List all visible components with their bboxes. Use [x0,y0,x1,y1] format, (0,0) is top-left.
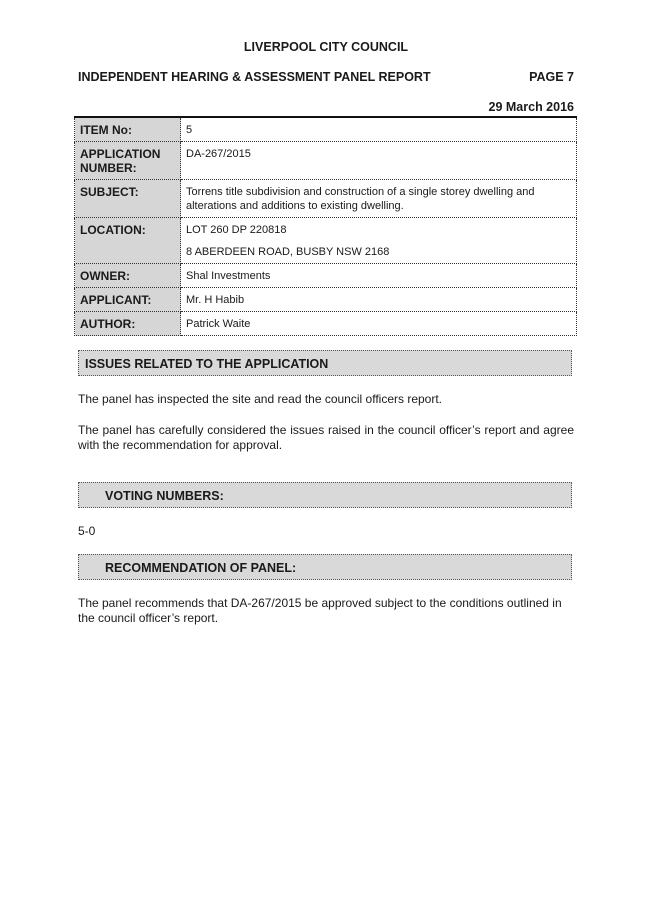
application-number-value: DA-267/2015 [181,142,577,180]
applicant-label: APPLICANT: [75,288,181,312]
subject-label: SUBJECT: [75,180,181,218]
report-date: 29 March 2016 [488,100,574,114]
council-name: LIVERPOOL CITY COUNCIL [243,40,409,54]
issues-paragraph-2: The panel has carefully considered the issues raised in the council officer’s report and agree with the recommendation for approval. [78,423,574,452]
location-lot: LOT 260 DP 220818 [186,224,287,236]
recommendation-heading: RECOMMENDATION OF PANEL: [78,554,572,580]
subject-value: Torrens title subdivision and construction of a single storey dwelling and alterations and additions to existing dwelling. [181,180,577,218]
table-row [75,142,577,180]
recommendation-text: The panel recommends that DA-267/2015 be approved subject to the conditions outlined in the council officer’s report. [78,596,562,625]
author-label: AUTHOR: [75,312,181,336]
voting-value: 5-0 [78,524,96,538]
table-row [75,180,577,218]
location-value [181,218,577,264]
applicant-value: Mr. H Habib [181,288,577,312]
table-row [75,264,577,288]
issues-heading: ISSUES RELATED TO THE APPLICATION [78,350,572,376]
location-address: 8 ABERDEEN ROAD, BUSBY NSW 2168 [186,246,390,258]
owner-label: OWNER: [75,264,181,288]
location-label: LOCATION: [75,218,181,264]
author-value: Patrick Waite [181,312,577,336]
item-no-label: ITEM No: [75,117,181,142]
application-details-table [74,116,577,336]
voting-heading: VOTING NUMBERS: [78,482,572,508]
report-header [78,70,574,84]
owner-value: Shal Investments [181,264,577,288]
report-title: INDEPENDENT HEARING & ASSESSMENT PANEL REPORT [78,70,431,84]
table-row [75,218,577,264]
issues-paragraph-1: The panel has inspected the site and read the council officers report. [78,392,443,406]
application-number-label: APPLICATION NUMBER: [75,142,181,180]
table-row [75,288,577,312]
table-row [75,312,577,336]
item-no-value: 5 [181,117,577,142]
table-row [75,117,577,142]
page-number: PAGE 7 [529,70,574,84]
